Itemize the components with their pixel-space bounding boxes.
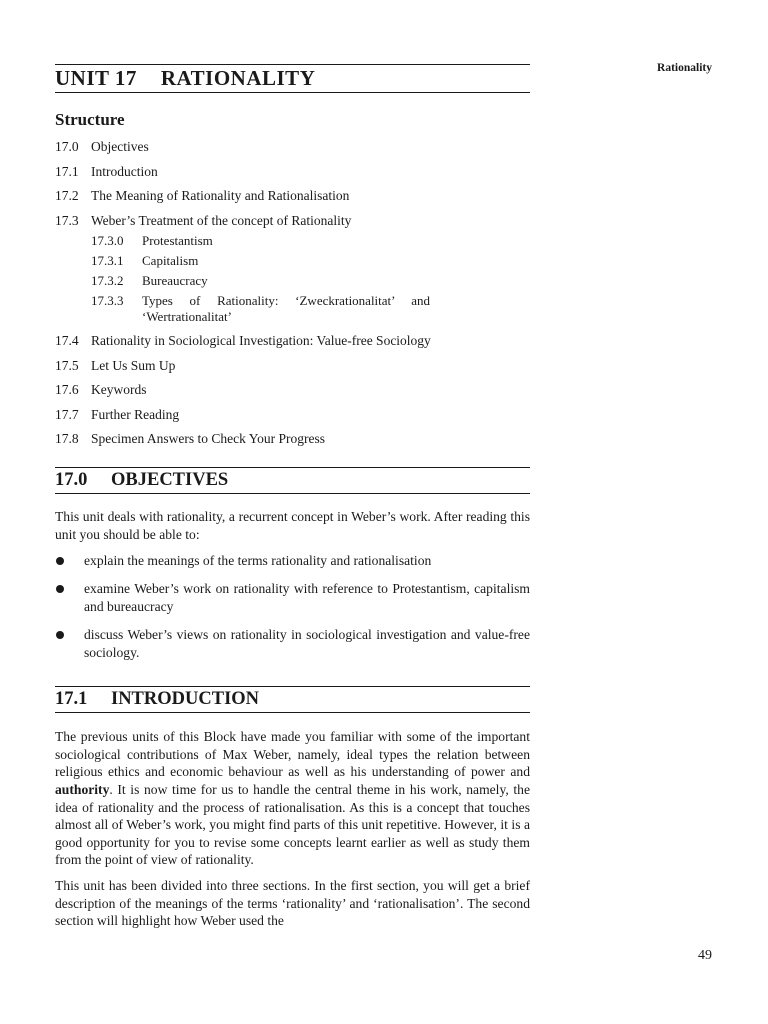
toc-text: Protestantism — [142, 232, 213, 248]
toc-number: 17.4 — [55, 333, 79, 348]
keyword-authority: authority — [55, 781, 110, 797]
section-title: INTRODUCTION — [111, 689, 260, 710]
toc-item — [55, 333, 530, 349]
bullet-icon — [56, 557, 64, 565]
toc-text: Introduction — [91, 163, 158, 179]
bullet-icon — [56, 585, 64, 593]
toc-text: Let Us Sum Up — [91, 357, 176, 373]
toc-text: Objectives — [91, 139, 149, 154]
toc-number: 17.7 — [55, 406, 79, 422]
toc-item — [55, 431, 530, 447]
toc-number: 17.3.2 — [91, 272, 124, 288]
toc-text: Weber’s Treatment of the concept of Rationality — [91, 212, 352, 228]
toc-item — [55, 164, 530, 180]
objectives-heading — [55, 467, 530, 494]
toc-text: Keywords — [91, 382, 147, 397]
toc-subitem — [91, 273, 530, 289]
list-item-text: examine Weber’s work on rationality with reference to Protestantism, capitalism and bureaucracy — [84, 581, 530, 615]
toc-text: ‘Wertrationalitat’ — [142, 308, 232, 324]
unit-title — [55, 65, 530, 93]
list-item — [55, 626, 530, 662]
main-column — [55, 64, 530, 930]
toc-text: Specimen Answers to Check Your Progress — [91, 431, 325, 446]
bullet-icon — [56, 631, 64, 639]
toc-item — [55, 139, 530, 155]
table-of-contents — [55, 139, 530, 447]
toc-number: 17.1 — [55, 163, 79, 179]
introduction-paragraph-1 — [55, 728, 530, 869]
toc-number: 17.3.3 — [91, 292, 124, 308]
toc-text: Rationality in Sociological Investigation: Value-free Sociology — [91, 333, 431, 348]
toc-item — [55, 382, 530, 398]
toc-number: 17.3.0 — [91, 232, 124, 248]
toc-subitem — [91, 233, 530, 249]
section-number: 17.0 — [55, 470, 88, 490]
objectives-list — [55, 552, 530, 662]
list-item — [55, 580, 530, 616]
section-title: OBJECTIVES — [111, 470, 229, 490]
toc-number: 17.6 — [55, 382, 79, 397]
page-number: 49 — [698, 948, 712, 963]
toc-item — [55, 407, 530, 423]
toc-number: 17.5 — [55, 357, 79, 373]
toc-number: 17.8 — [55, 431, 79, 446]
toc-number: 17.2 — [55, 188, 79, 203]
introduction-heading — [55, 686, 530, 713]
toc-text: Further Reading — [91, 406, 180, 422]
unit-label: UNIT 17 — [55, 66, 137, 90]
toc-text: The Meaning of Rationality and Rationalisation — [91, 188, 350, 203]
introduction-paragraph-2: This unit has been divided into three sections. In the first section, you will get a brief description of the meanings of the terms ‘rationality’ and ‘rationalisation’. The second section will highlight how Weber used the — [55, 877, 530, 929]
list-item-text: explain the meanings of the terms rationality and rationalisation — [84, 553, 432, 569]
toc-number: 17.0 — [55, 139, 79, 154]
toc-text: Bureaucracy — [142, 272, 208, 288]
toc-number-spacer — [91, 309, 142, 325]
toc-subitem — [91, 293, 530, 309]
objectives-intro: This unit deals with rationality, a recurrent concept in Weber’s work. After reading this unit you should be able to: — [55, 509, 530, 542]
paragraph-text: . It is now time for us to handle the central theme in his work, namely, the idea of rationality and the process of rationalisation. As this is a concept that touches almost all of Weber’s work, you might find parts of this unit repetitive. However, it is a good opportunity for you to revise some concepts learnt earlier as well as study them from the point of view of rationality. — [55, 781, 530, 868]
toc-text: Types of Rationality: ‘Zweckrationalitat’ and — [142, 292, 430, 308]
structure-heading: Structure — [55, 110, 125, 129]
toc-number: 17.3 — [55, 212, 79, 228]
toc-item — [55, 188, 530, 204]
toc-text: Capitalism — [142, 252, 199, 268]
list-item-text: discuss Weber’s views on rationality in sociological investigation and value-free sociology. — [84, 627, 530, 661]
toc-subitem — [91, 253, 530, 269]
toc-number: 17.3.1 — [91, 252, 124, 268]
toc-subitem-continued — [91, 309, 530, 325]
list-item — [55, 552, 530, 570]
toc-item — [55, 213, 530, 229]
unit-name: RATIONALITY — [160, 66, 316, 90]
section-number: 17.1 — [55, 689, 88, 710]
running-head: Rationality — [657, 62, 712, 74]
toc-item — [55, 358, 530, 374]
paragraph-text: The previous units of this Block have made you familiar with some of the important sociological contributions of Max Weber, namely, ideal types the relation between religious ethics and economic behaviour as well as his understanding of power and — [55, 729, 530, 780]
